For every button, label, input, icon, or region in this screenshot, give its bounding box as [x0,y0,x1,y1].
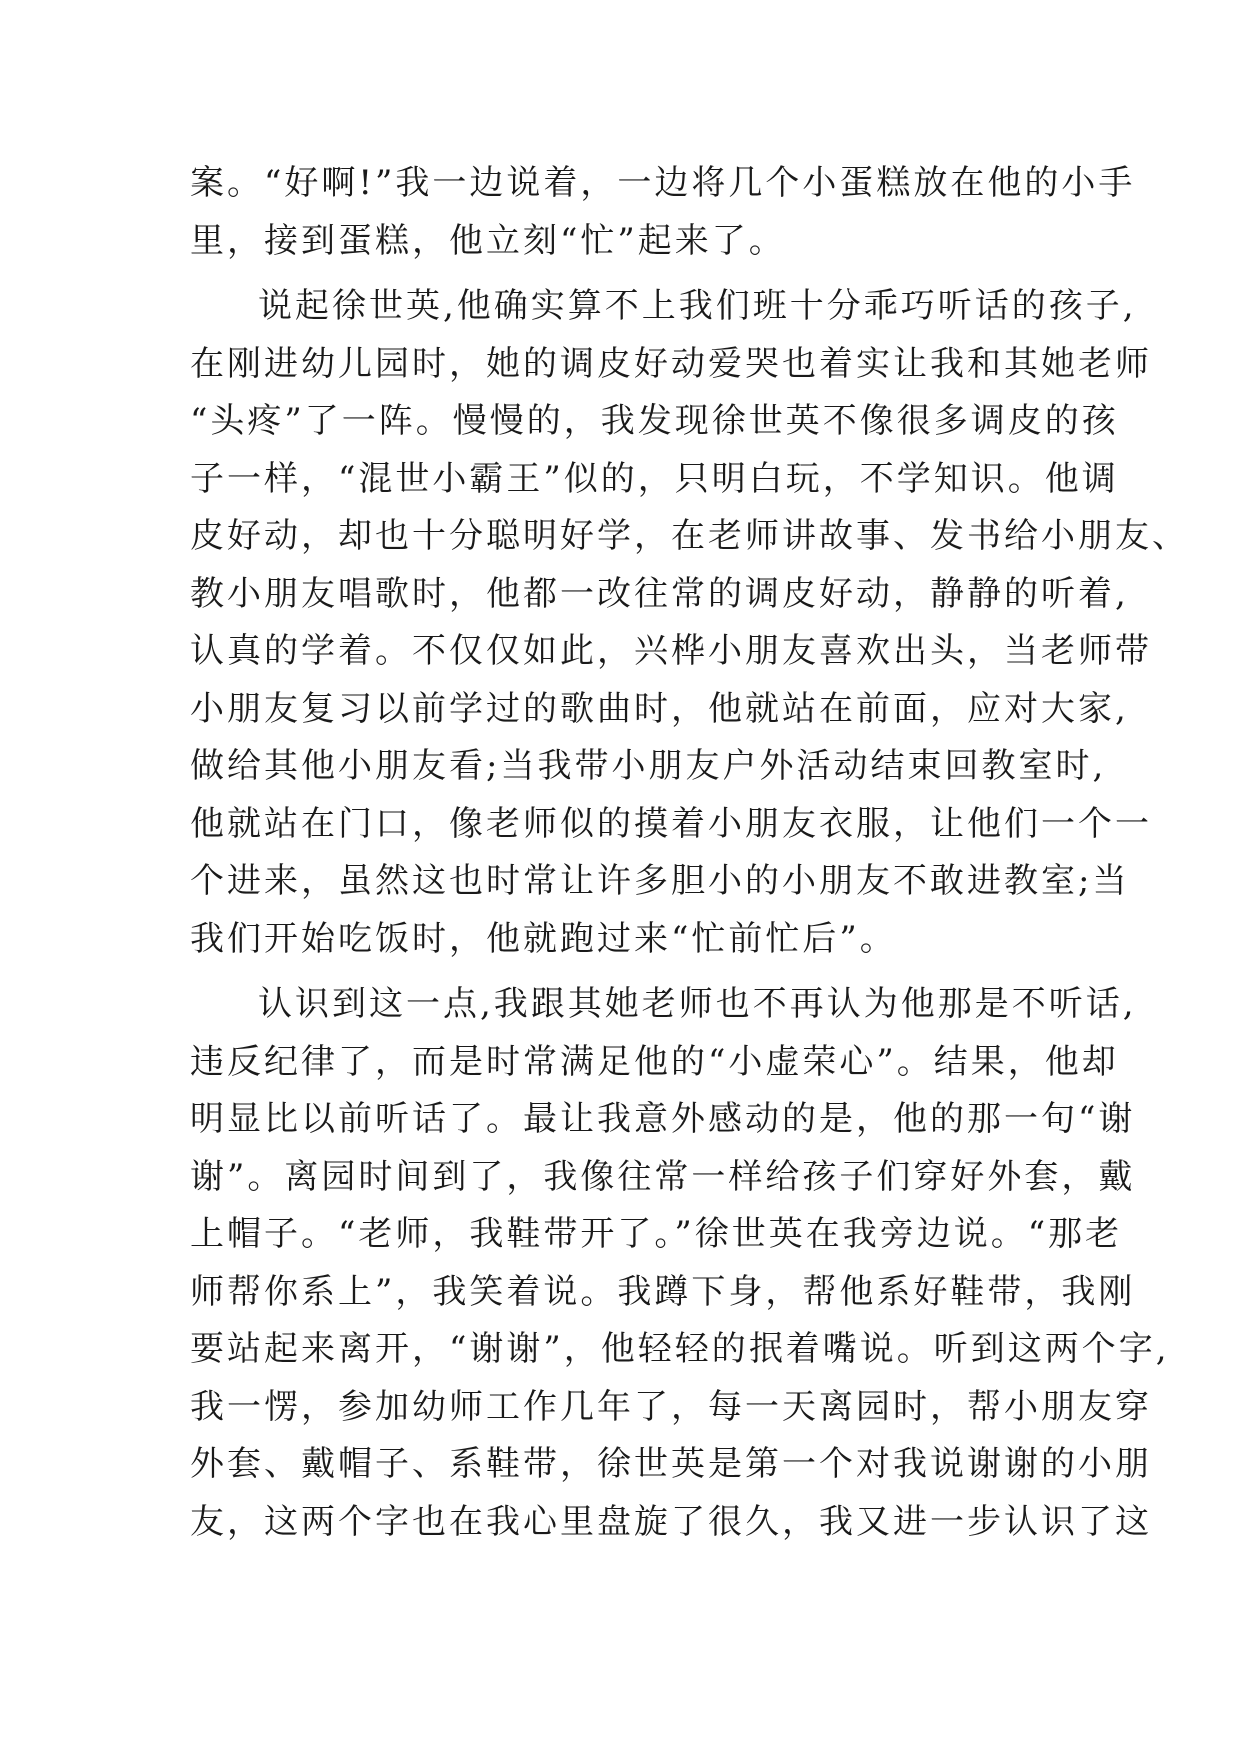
text-line: 子一样，“混世小霸王”似的，只明白玩，不学知识。他调 [190,458,1119,499]
paragraph-1 [190,155,1136,270]
paragraph-3 [190,976,1170,1551]
text-line: 我们开始吃饭时，他就跑过来“忙前忙后”。 [190,918,897,959]
document-body [190,155,1189,1551]
text-line: 小朋友复习以前学过的歌曲时，他就站在前面，应对大家, [190,688,1129,729]
text-line: “头疼”了一阵。慢慢的，我发现徐世英不像很多调皮的孩 [190,401,1119,441]
text-line: 上帽子。“老师，我鞋带开了。”徐世英在我旁边说。“那老 [190,1214,1123,1254]
text-line: 外套、戴帽子、系鞋带，徐世英是第一个对我说谢谢的小朋 [190,1444,1152,1484]
paragraph-2 [190,278,1189,968]
text-line: 教小朋友唱歌时，他都一改往常的调皮好动，静静的听着, [190,573,1129,614]
text-line: 做给其他小朋友看;当我带小朋友户外活动结束回教室时, [190,746,1107,786]
text-line: 要站起来离开，“谢谢”，他轻轻的抿着嘴说。听到这两个字, [190,1329,1170,1369]
text-line: 师帮你系上”，我笑着说。我蹲下身，帮他系好鞋带，我刚 [190,1271,1136,1312]
text-line: 说起徐世英,他确实算不上我们班十分乖巧听话的孩子, [258,286,1137,326]
text-line: 个进来，虽然这也时常让许多胆小的小朋友不敢进教室;当 [190,861,1130,901]
text-line: 谢”。离园时间到了，我像往常一样给孩子们穿好外套，戴 [190,1156,1136,1197]
text-line: 认识到这一点,我跟其她老师也不再认为他那是不听话, [258,984,1137,1024]
text-line: 违反纪律了，而是时常满足他的“小虚荣心”。结果，他却 [190,1041,1119,1082]
text-line: 他就站在门口，像老师似的摸着小朋友衣服，让他们一个一 [190,803,1152,844]
text-line: 在刚进幼儿园时，她的调皮好动爱哭也着实让我和其她老师 [190,343,1152,384]
text-line: 里，接到蛋糕，他立刻“忙”起来了。 [190,220,786,261]
text-line: 案。“好啊!”我一边说着，一边将几个小蛋糕放在他的小手 [190,163,1136,203]
text-line: 皮好动，却也十分聪明好学，在老师讲故事、发书给小朋友、 [190,516,1189,556]
text-line: 明显比以前听话了。最让我意外感动的是，他的那一句“谢 [190,1099,1136,1139]
text-line: 认真的学着。不仅仅如此，兴桦小朋友喜欢出头，当老师带 [190,631,1152,671]
text-line: 我一愣，参加幼师工作几年了，每一天离园时，帮小朋友穿 [190,1386,1152,1427]
text-line: 友，这两个字也在我心里盘旋了很久，我又进一步认识了这 [190,1501,1152,1542]
